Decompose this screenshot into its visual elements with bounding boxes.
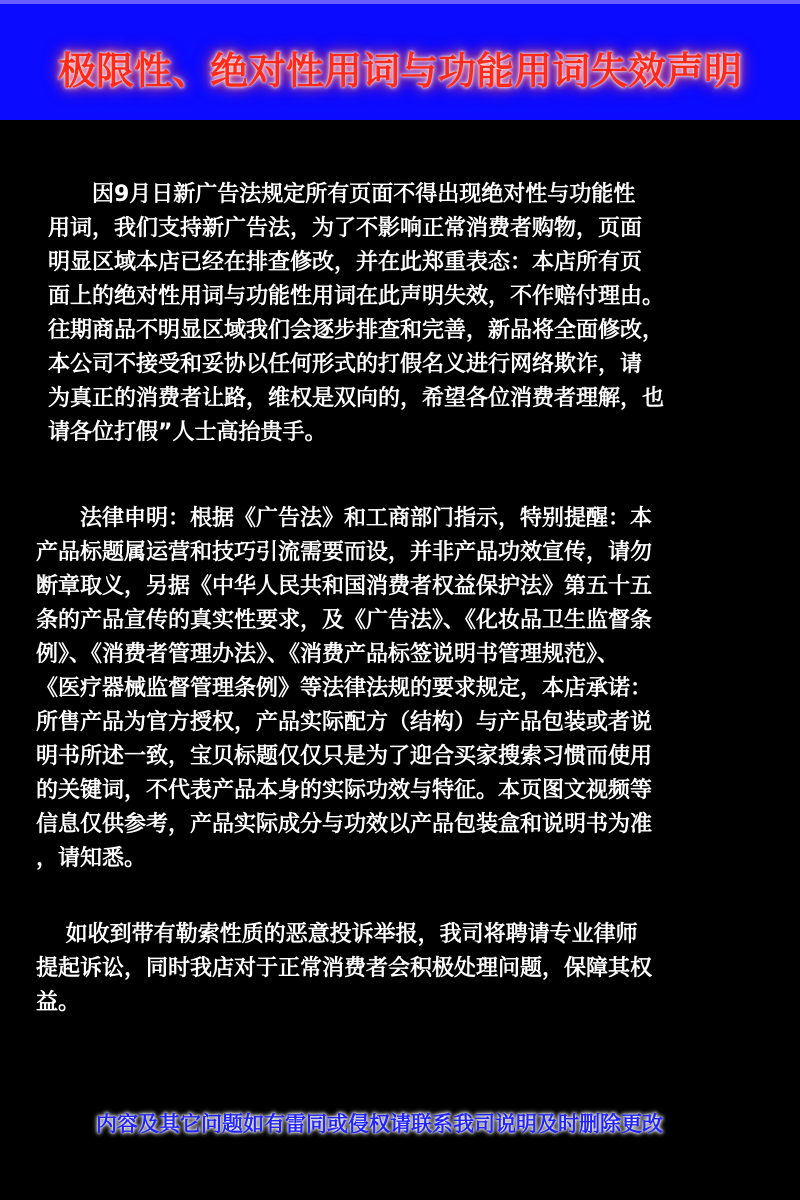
notice-paragraph-legal-statement: 法律申明：根据《广告法》和工商部门指示，特别提醒：本 产品标题属运营和技巧引流需要而设，并非产品功效宣传，请勿 断章取义，另据《中华人民共和国消费者权益保护法》第五十五 条的产品宣传的真实性要求，及《广告法》、《化妆品卫生监督条 例》、《消费者管理办法》、《消费产品标签说明书管理规范》、 《医疗器械监督管理条例》等法律法规的要求规定，本店承诺： 所售产品为官方授权，产品实际配方（结构）与产品包装或者说 明书所述一致，宝贝标题仅仅只是为了迎合买家搜索习惯而使用 的关键词，不代表产品本身的实际功效与特征。本页图文视频等 信息仅供参考，产品实际成分与功效以产品包装盒和说明书为准 ，请知悉。	[36, 506, 653, 871]
page-title: 极限性、绝对性用词与功能用词失效声明	[57, 49, 742, 93]
footer-copyright-note: 内容及其它问题如有雷同或侵权请联系我司说明及时删除更改	[96, 1112, 663, 1136]
header-band	[0, 0, 800, 120]
notice-paragraph-ad-law: 因9月日新广告法规定所有页面不得出现绝对性与功能性 用词，我们支持新广告法，为了不影响正常消费者购物，页面 明显区域本店已经在排查修改，并在此郑重表态：本店所有页 面上的绝对性用词与功能性用词在此声明失效，不作赔付理由。 往期商品不明显区域我们会逐步排查和完善，新品将全面修改， 本公司不接受和妥协以任何形式的打假名义进行网络欺诈，请 为真正的消费者让路，维权是双向的，希望各位消费者理解，也 请各位打假”人士高抬贵手。	[48, 182, 665, 445]
notice-paragraph-complaint-policy: 如收到带有勒索性质的恶意投诉举报，我司将聘请专业律师 提起诉讼，同时我店对于正常消费者会积极处理问题，保障其权 益。	[36, 922, 653, 1015]
